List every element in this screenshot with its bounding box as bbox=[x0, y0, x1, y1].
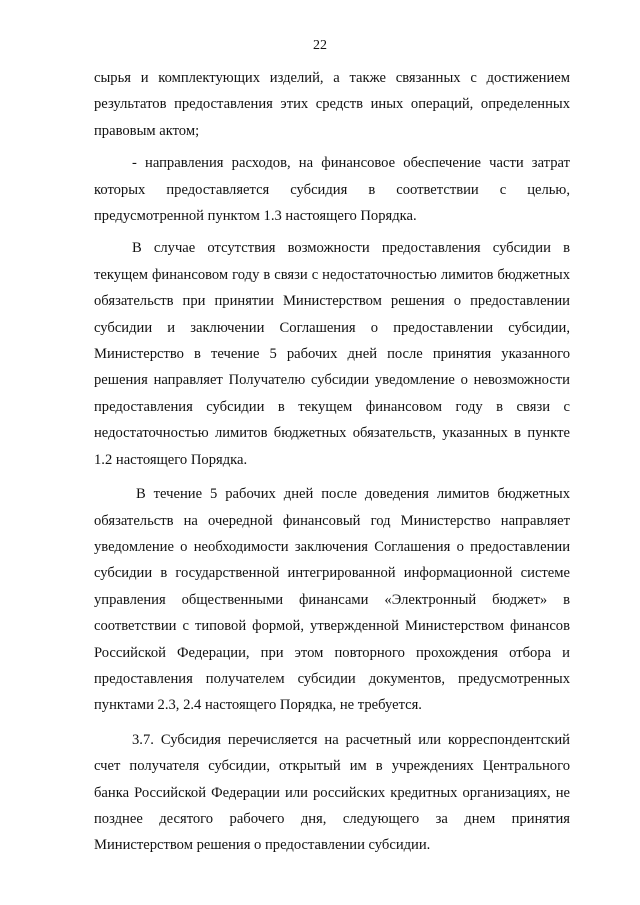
paragraph-limits-notification: В течение 5 рабочих дней после доведения лимитов бюджетных обязательств на очередной финансовый год Министерство направляет уведомление о необходимости заключения Соглашения о предоставлении субсидии в государственной интегрированной информационной системе управления общественными финансами «Электронный бюджет» в соответствии с типовой формой, утвержденной Министерством финансов Российской Федерации, при этом повторного прохождения отбора и предоставления получателем субсидии документов, предусмотренных пунктами 2.3, 2.4 настоящего Порядка, не требуется. bbox=[94, 486, 570, 714]
paragraph-expense-direction: - направления расходов, на финансовое обеспечение части затрат которых предоставляется субсидия в соответствии с целью, предусмотренной пунктом 1.3 настоящего Порядка. bbox=[94, 155, 570, 225]
document-body bbox=[94, 65, 570, 859]
paragraph-continuation: сырья и комплектующих изделий, а также связанных с достижением результатов предоставления этих средств иных операций, определенных правовым актом; bbox=[94, 70, 570, 139]
paragraph-3-7: 3.7. Субсидия перечисляется на расчетный или корреспондентский счет получателя субсидии, открытый им в учреждениях Центрального банка Российской Федерации или российских кредитных организациях, не позднее десятого рабочего дня, следующего за днем принятия Министерством решения о предоставлении субсидии. bbox=[94, 731, 570, 854]
page-number: 22 bbox=[313, 38, 327, 53]
paragraph-subsidy-impossibility: В случае отсутствия возможности предоставления субсидии в текущем финансовом году в связи с недостаточностью лимитов бюджетных обязательств при принятии Министерством решения о предоставлении субсидии и заключении Соглашения о предоставлении субсидии, Министерство в течение 5 рабочих дней после принятия указанного решения направляет Получателю субсидии уведомление о невозможности предоставления субсидии в текущем финансовом году в связи с недостаточностью лимитов бюджетных обязательств, указанных в пункте 1.2 настоящего Порядка. bbox=[94, 240, 570, 468]
